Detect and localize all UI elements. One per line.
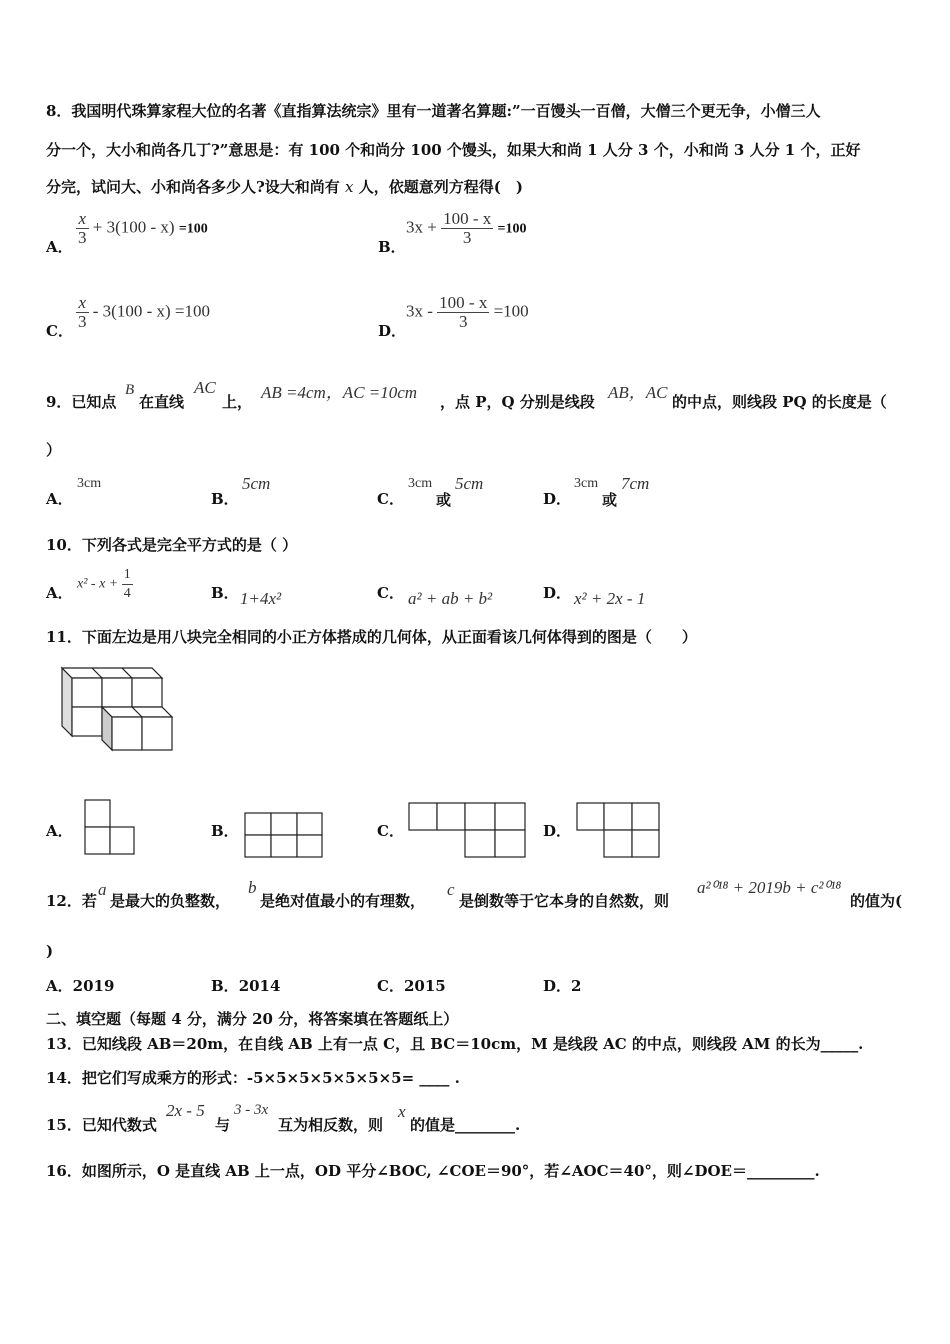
q8-c-numerator: x	[78, 293, 87, 312]
q9-option-b-label[interactable]: B．	[211, 490, 239, 508]
q12-option-c-label: C．	[377, 977, 404, 995]
q12-option-d[interactable]	[543, 975, 581, 996]
q11-stem: 11．下面左边是用八块完全相同的小正方体搭成的几何体，从正面看该几何体得到的图是（ ）	[46, 628, 697, 646]
q8-option-d-expr[interactable]	[406, 294, 529, 331]
q15-prefix: 15．已知代数式	[46, 1116, 157, 1134]
q12-text-4: 的值为(	[850, 892, 903, 910]
q12-text-1: 是最大的负整数，	[110, 892, 231, 910]
q8-line-1: 8．我国明代珠算家程大位的名著《直指算法统宗》里有一道著名算题:”一百馒头一百僧，大僧三个更无争，小僧三人	[46, 102, 821, 120]
q8-b-denominator: 3	[441, 228, 493, 247]
q9-option-c-value-2[interactable]: 5cm	[455, 474, 484, 493]
q12-option-a[interactable]	[46, 975, 114, 996]
q8-c-rest: - 3(100 - x) =100	[92, 301, 210, 321]
q9-option-d-or: 或	[602, 491, 618, 509]
q8-d-denominator: 3	[437, 312, 489, 331]
q10-option-d-label[interactable]: D．	[543, 584, 572, 602]
q15-text-1: 与	[215, 1116, 231, 1134]
q10-option-b-label[interactable]: B．	[211, 584, 239, 602]
q8-d-lead: 3x -	[406, 301, 433, 321]
q9-text-4: 的中点，则线段 PQ 的长度是（	[672, 393, 887, 411]
q8-d-numerator: 100 - x	[439, 293, 488, 312]
q9-line-ac: AC	[194, 378, 216, 397]
q9-option-d-label[interactable]: D．	[543, 490, 572, 508]
q9-option-b-value[interactable]: 5cm	[242, 474, 271, 493]
q12-var-b: b	[248, 878, 257, 897]
q10-option-d-expr[interactable]: x² + 2x - 1	[574, 589, 646, 608]
q12-option-b-label: B．	[211, 977, 239, 995]
q9-given: AB =4cm，AC =10cm	[261, 383, 418, 402]
q13: 13．已知线段 AB＝20m，在自线 AB 上有一点 C，且 BC＝10cm，M 是线段 AC 的中点，则线段 AM 的长为_____.	[46, 1035, 864, 1053]
q8-d-rest: =100	[493, 301, 529, 321]
q9-option-a-value[interactable]: 3cm	[77, 476, 102, 491]
q8-b-lead: 3x +	[406, 217, 437, 237]
q12-option-c-value: 2015	[403, 977, 446, 995]
q10-a-expr-part: x² - x +	[77, 576, 119, 592]
q8-a-denominator: 3	[78, 228, 87, 247]
q9-text-3: ，点 P，Q 分别是线段	[440, 393, 595, 411]
q9-option-c-value-1[interactable]: 3cm	[408, 476, 433, 491]
q12-option-d-label: D．	[543, 977, 572, 995]
q11-option-d-label[interactable]: D．	[543, 822, 572, 840]
q9-option-d-value-2[interactable]: 7cm	[621, 474, 650, 493]
q8-a-numerator: x	[78, 209, 87, 228]
q10-option-b-expr[interactable]: 1+4x²	[240, 589, 282, 608]
q12-text-3: 是倒数等于它本身的自然数，则	[459, 892, 670, 910]
q12-expression: a²⁰¹⁸ + 2019b + c²⁰¹⁸	[697, 878, 842, 897]
q15-text-2: 互为相反数，则	[278, 1116, 384, 1134]
q8-option-d-label[interactable]: D．	[378, 322, 407, 340]
q8-b-numerator: 100 - x	[443, 209, 492, 228]
q12-option-a-value: 2019	[72, 977, 115, 995]
q9-option-a-label[interactable]: A．	[46, 490, 73, 508]
q10-option-a-expr[interactable]	[77, 566, 133, 603]
q8-option-b-label[interactable]: B．	[378, 238, 406, 256]
q8-b-eq: =100	[497, 221, 527, 237]
q16: 16．如图所示，O 是直线 AB 上一点，OD 平分∠BOC, ∠COE＝90°，若∠AOC＝40°，则∠DOE＝_________.	[46, 1162, 820, 1180]
q15-text-3: 的值是________.	[410, 1116, 521, 1134]
q8-line-2: 分一个，大小和尚各几丁?”意思是：有 100 个和尚分 100 个馒头，如果大和尚 1 人分 3 个，小和尚 3 人分 1 个，正好	[46, 141, 861, 159]
q9-segments: AB，AC	[608, 383, 668, 402]
q10-a-numerator: 1	[123, 567, 131, 582]
q10-option-a-label[interactable]: A．	[46, 584, 73, 602]
q11-option-a-figure[interactable]	[84, 799, 136, 857]
q12-prefix: 12．若	[46, 892, 97, 910]
q12-var-a: a	[98, 880, 107, 899]
q12-close-paren: )	[46, 942, 54, 960]
q9-option-c-or: 或	[436, 491, 452, 509]
q8-option-a-label[interactable]: A．	[46, 238, 73, 256]
q11-option-c-figure[interactable]	[408, 802, 528, 860]
q12-option-d-value: 2	[571, 977, 582, 995]
q15-expr-2: 3 - 3x	[234, 1102, 269, 1118]
q9-option-c-label[interactable]: C．	[377, 490, 404, 508]
q12-option-b-value: 2014	[238, 977, 281, 995]
q9-text-1: 在直线	[139, 393, 185, 411]
q15-var-x: x	[398, 1102, 406, 1121]
q10-a-denominator: 4	[123, 586, 131, 601]
q8-option-b-expr[interactable]	[406, 210, 527, 247]
q9-close-paren: ）	[46, 441, 62, 459]
q8-a-rest: + 3(100 - x)	[92, 217, 175, 237]
q11-option-c-label[interactable]: C．	[377, 822, 404, 840]
q9-point-b: B	[125, 382, 135, 398]
q12-option-c[interactable]	[377, 975, 446, 996]
q9-option-d-value-1[interactable]: 3cm	[574, 476, 599, 491]
q12-text-2: 是绝对值最小的有理数，	[260, 892, 426, 910]
q11-option-a-label[interactable]: A．	[46, 822, 73, 840]
section-2-heading: 二、填空题（每题 4 分，满分 20 分，将答案填在答题纸上）	[46, 1010, 459, 1028]
q11-option-b-figure[interactable]	[244, 812, 324, 860]
q10-option-c-label[interactable]: C．	[377, 584, 404, 602]
q11-option-d-figure[interactable]	[576, 802, 662, 860]
q12-option-a-label: A．	[46, 977, 73, 995]
q10-stem: 10．下列各式是完全平方式的是（ ）	[46, 536, 298, 554]
q9-prefix: 9．已知点	[46, 393, 117, 411]
q15-expr-1: 2x - 5	[166, 1101, 205, 1120]
q8-var-x: x	[345, 178, 354, 196]
q8-c-denominator: 3	[78, 312, 87, 331]
q8-option-c-expr[interactable]	[76, 294, 210, 331]
q8-line-3-a: 分完，试问大、小和尚各多少人?设大和尚有	[46, 178, 340, 196]
q10-option-c-expr[interactable]: a² + ab + b²	[408, 589, 493, 608]
q14: 14．把它们写成乘方的形式：-5×5×5×5×5×5×5= ____ .	[46, 1069, 460, 1087]
q11-option-b-label[interactable]: B．	[211, 822, 239, 840]
q8-line-3-b: 人，依题意列方程得( )	[358, 178, 523, 196]
q12-var-c: c	[447, 880, 455, 899]
q8-option-a-expr[interactable]	[76, 210, 208, 247]
q11-solid-figure	[58, 662, 180, 754]
q8-line-3	[46, 177, 523, 197]
q9-text-2: 上，	[222, 393, 253, 411]
q8-option-c-label[interactable]: C．	[46, 322, 73, 340]
q8-a-eq: =100	[178, 221, 208, 237]
q12-option-b[interactable]	[211, 975, 280, 996]
